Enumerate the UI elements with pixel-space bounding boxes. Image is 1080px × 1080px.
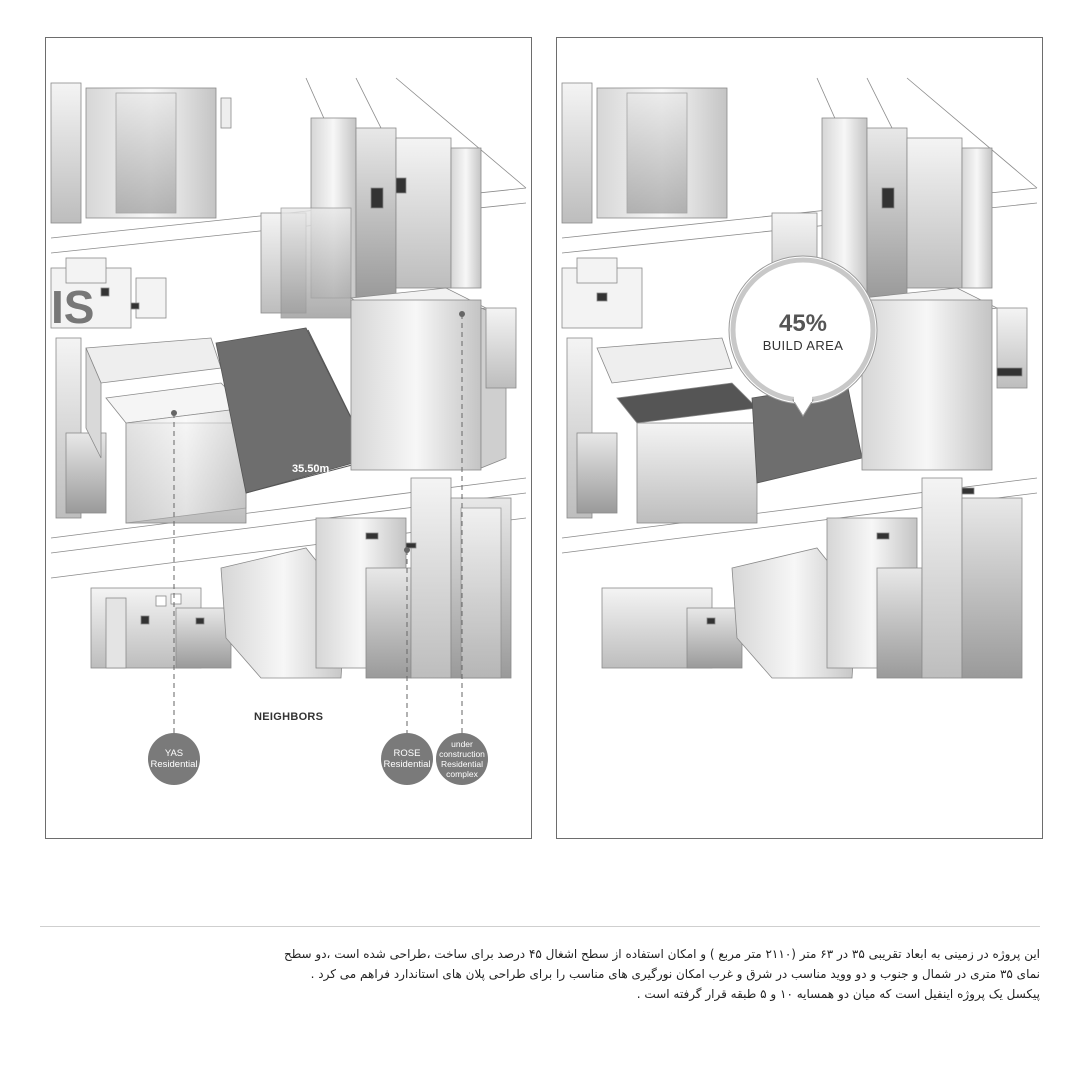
caption-line: پیکسل یک پروژه اینفیل است که میان دو همسایه ۱۰ و ۵ طبقه قرار گرفته است .	[636, 987, 1040, 1001]
caption-divider	[40, 926, 1040, 927]
neighbor-marker-under-construction	[436, 733, 488, 785]
site-dimension-label: 35.50m	[292, 463, 330, 475]
neighbor-name: under	[451, 739, 473, 749]
neighbor-type: Residential	[150, 759, 198, 770]
neighbors-heading: NEIGHBORS	[254, 711, 324, 723]
right-massing-drawing	[557, 38, 1042, 838]
caption-line: این پروژه در زمینی به ابعاد تقریبی ۳۵ در ۶۳ متر (۲۱۱۰ متر مربع ) و امکان استفاده از سطح اشغال ۴۵ درصد برای ساخت ،طراحی شده است ،دو سطح	[283, 947, 1040, 961]
neighbor-name: ROSE	[393, 748, 421, 759]
neighbor-type: Residential	[383, 759, 431, 770]
neighbor-type: Residential	[440, 759, 484, 769]
left-diagram-panel	[45, 37, 532, 839]
neighbor-name: YAS	[164, 748, 184, 759]
neighbor-marker-yas	[148, 733, 200, 785]
neighbor-type: complex	[446, 769, 478, 779]
neighbor-marker-rose	[381, 733, 433, 785]
neighbor-name: construction	[439, 749, 485, 759]
right-diagram-panel	[556, 37, 1043, 839]
build-area-label: BUILD AREA	[762, 338, 844, 353]
partial-label-text: IS	[51, 281, 95, 333]
build-area-percentage: 45%	[778, 310, 828, 337]
caption-line: نمای ۳۵ متری در شمال و جنوب و دو ووید مناسب در شرق و غرب امکان نورگیری های مناسب را برای طراحی پلان های استاندارد فراهم می کرد .	[310, 967, 1040, 981]
project-description	[40, 944, 1040, 1004]
